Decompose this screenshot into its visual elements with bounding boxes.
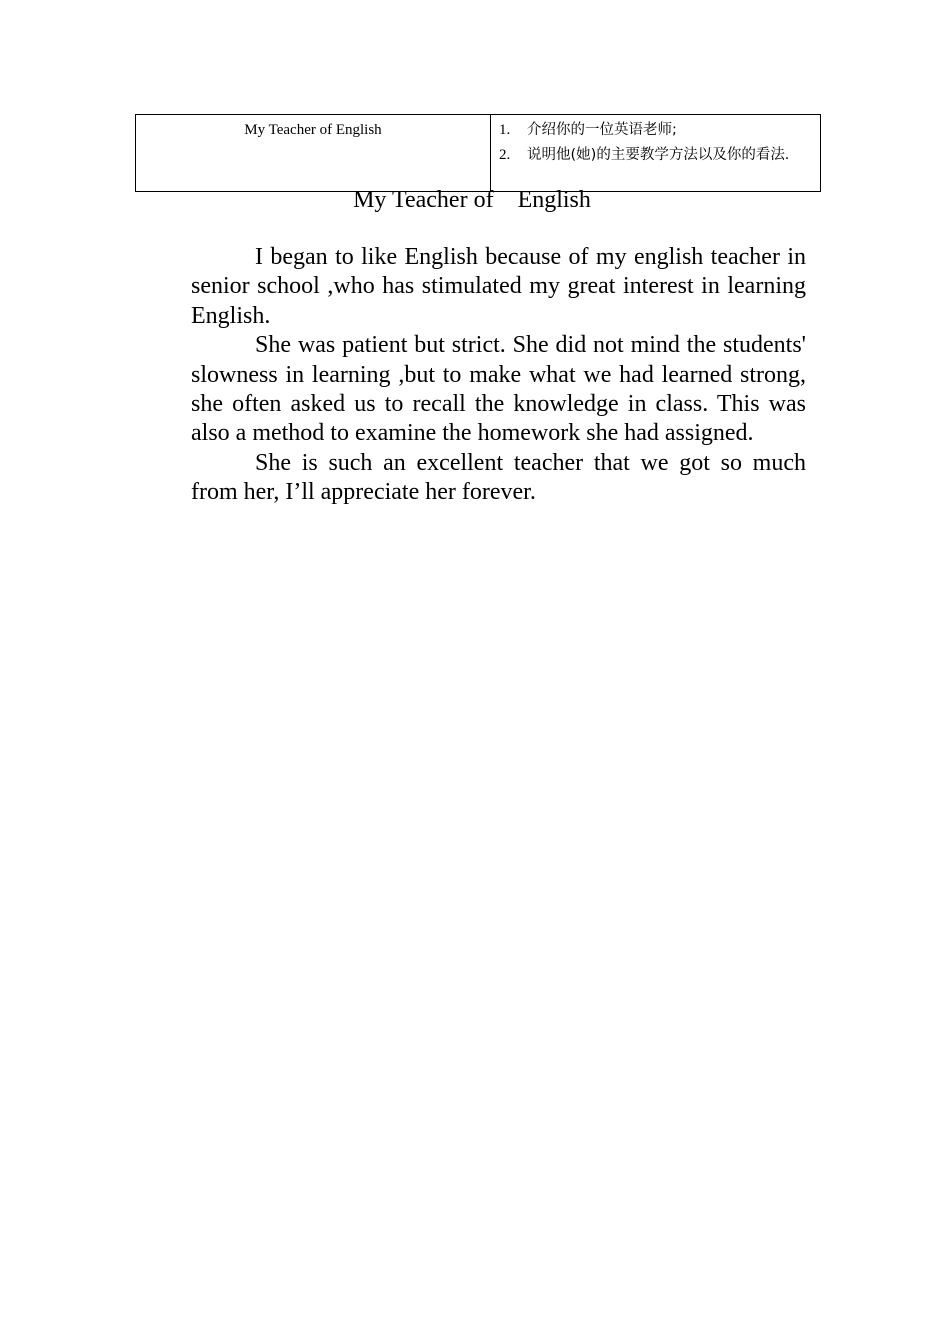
task-table-row — [136, 115, 821, 192]
topic-cell — [136, 115, 491, 192]
essay-paragraph: I began to like English because of my english teacher in senior school ,who has stimulated my great interest in learning English. — [191, 244, 806, 329]
requirement-text: 说明他(她)的主要教学方法以及你的看法. — [527, 147, 790, 163]
essay-paragraph: She is such an excellent teacher that we got so much from her, I’ll appreciate her forever. — [191, 449, 806, 506]
task-table — [135, 114, 821, 192]
topic-title: My Teacher of English — [244, 122, 382, 138]
requirements-list — [491, 115, 820, 168]
essay-title-text: My Teacher of English — [353, 187, 591, 213]
essay-paragraph: She was patient but strict. She did not mind the students' slowness in learning ,but to make what we had learned strong, she often asked us to recall the knowledge in class. This was also a method to examine the homework she had assigned. — [191, 332, 806, 447]
requirement-item — [499, 143, 816, 168]
requirement-number: 2. — [499, 147, 511, 163]
requirement-item — [499, 118, 816, 143]
essay-title — [0, 186, 950, 214]
requirements-cell — [491, 115, 821, 192]
requirement-number: 1. — [499, 122, 511, 138]
essay-body — [191, 243, 806, 508]
requirement-text: 介绍你的一位英语老师; — [527, 122, 677, 138]
